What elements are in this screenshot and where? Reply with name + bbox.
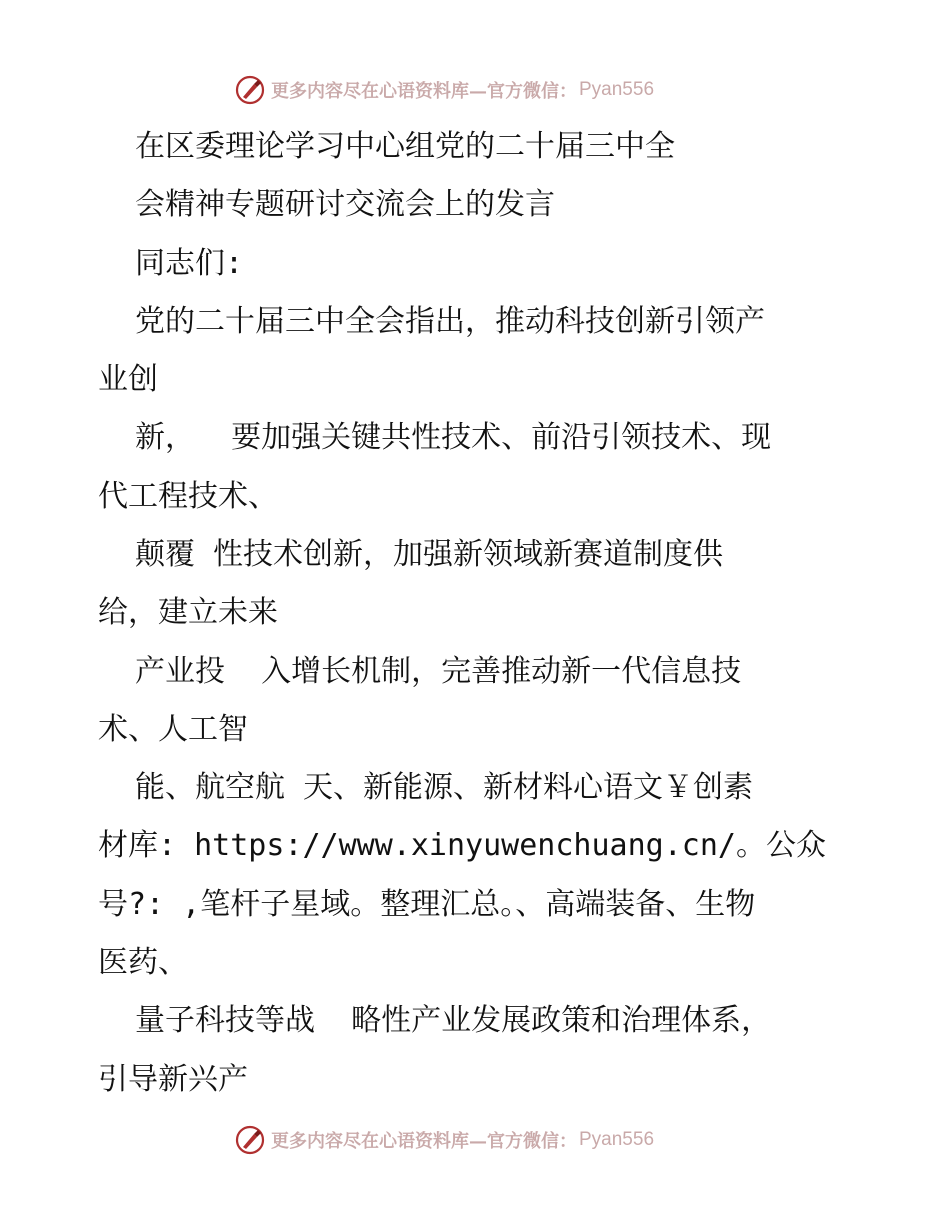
doc-line: 量子科技等战 略性产业发展政策和治理体系， <box>135 1003 772 1038</box>
watermark-account: Pyan556 <box>579 1129 655 1150</box>
watermark-text: 更多内容尽在心语资料库—官方微信： <box>271 1131 577 1152</box>
doc-line: 能、航空航 天、新能源、新材料心语文￥创素 <box>135 770 754 805</box>
watermark-account: Pyan556 <box>579 79 655 100</box>
pen-logo-icon <box>235 75 265 105</box>
doc-line: 医药、 <box>98 945 188 980</box>
doc-line: 党的二十届三中全会指出，推动科技创新引领产 <box>135 304 765 339</box>
pen-logo-icon <box>235 1125 265 1155</box>
doc-title-line-2: 会精神专题研讨交流会上的发言 <box>135 187 555 222</box>
doc-line: 代工程技术、 <box>98 479 278 514</box>
header-watermark <box>235 73 654 107</box>
doc-line: 业创 <box>98 362 158 397</box>
watermark-text: 更多内容尽在心语资料库—官方微信： <box>271 81 577 102</box>
doc-line: 新， 要加强关键共性技术、前沿引领技术、现 <box>135 420 772 455</box>
doc-line: 颠覆 性技术创新，加强新领域新赛道制度供 <box>135 537 724 572</box>
footer-watermark <box>235 1123 654 1157</box>
doc-line: 材库: https://www.xinyuwenchuang.cn/。公众 <box>98 828 826 863</box>
doc-line: 给，建立未来 <box>98 595 278 630</box>
doc-line: 号?: ,笔杆子星域。整理汇总。、高端装备、生物 <box>98 887 756 922</box>
doc-line: 引导新兴产 <box>98 1062 248 1097</box>
doc-line: 产业投 入增长机制，完善推动新一代信息技 <box>135 654 742 689</box>
doc-title-line-1: 在区委理论学习中心组党的二十届三中全 <box>135 129 675 164</box>
doc-salutation: 同志们: <box>135 246 244 281</box>
doc-line: 术、人工智 <box>98 712 248 747</box>
